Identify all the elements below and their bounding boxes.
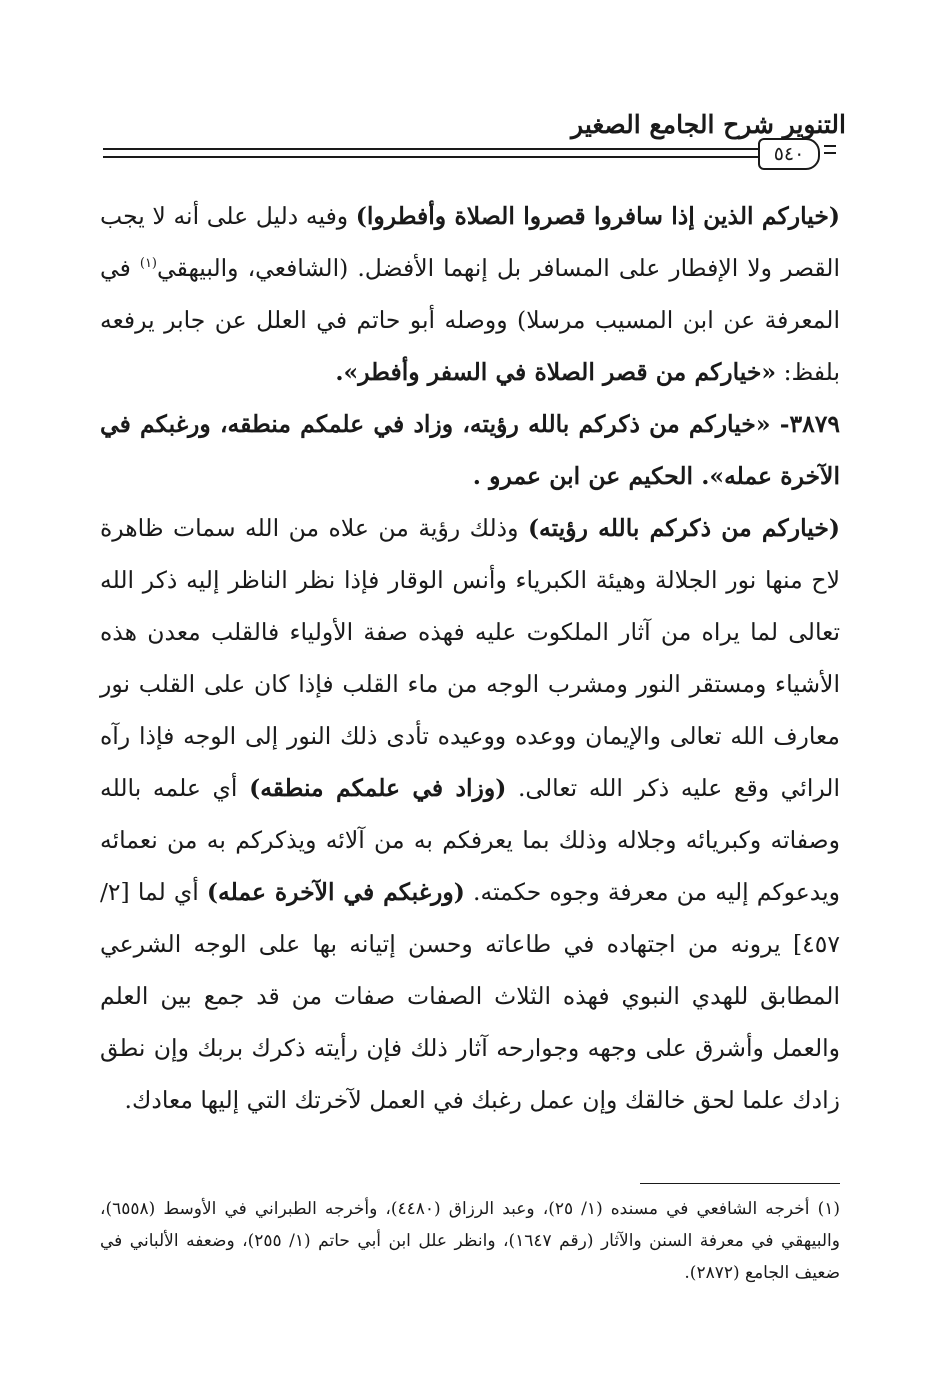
running-header-title: التنوير شرح الجامع الصغير	[571, 110, 846, 139]
commentary-text: وذلك رؤية من علاه من الله سمات ظاهرة لاح منها نور الجلالة وهيئة الكبرياء وأنس الوقار فإذا نظر الناظر إليه ذكر الله تعالى لما يراه من آثار الملكوت عليه فهذه صفة الأولياء فالقلب معدن هذه الأشياء ومستقر النور ومشرب الوجه من ماء القلب فإذا كان على القلب نور معارف الله تعالى والإيمان ووعده ووعيده تأدى ذلك النور إلى الوجه فإذا رآه الرائي وقع عليه ذكر الله تعالى.	[100, 514, 840, 802]
paragraph-commentary-2	[100, 502, 840, 1126]
hadith-entry	[100, 398, 840, 502]
commentary-text: أي علمه بالله وصفاته وكبريائه وجلاله وذلك بما يعرفكم به من آلائه ويذكركم به من نعمائه ويدعوكم إليه من معرفة وجوه حكمته.	[100, 774, 840, 906]
quoted-hadith-phrase: (ورغبكم في الآخرة عمله)	[206, 878, 465, 906]
page-number-frame	[758, 138, 830, 170]
footnote-1: (١) أخرجه الشافعي في مسنده (١/ ٢٥)، وعبد الرزاق (٤٤٨٠)، وأخرجه الطبراني في الأوسط (٦٥٥٨)، والبيهقي في معرفة السنن والآثار (رقم ١٦٤٧)، وانظر علل ابن أبي حاتم (١/ ٢٥٥)، وضعفه الألباني في ضعيف الجامع (٢٨٧٢).	[100, 1199, 840, 1283]
page-number-ornament	[824, 145, 836, 147]
quoted-hadith-phrase: (خياركم من ذكركم بالله رؤيته)	[527, 514, 840, 542]
quoted-hadith-phrase: (خياركم الذين إذا سافروا قصروا الصلاة وأفطروا)	[355, 202, 840, 230]
paragraph-commentary-1	[100, 190, 840, 398]
hadith-text: ٣٨٧٩- «خياركم من ذكركم بالله رؤيته، وزاد في علمكم منطقه، ورغبكم في الآخرة عمله». الحكيم عن ابن عمرو .	[100, 410, 840, 490]
header-rule-bottom	[103, 156, 758, 158]
commentary-text: أي لما [٢/ ٤٥٧] يرونه من اجتهاده في طاعاته وحسن إتيانه بها على الوجه الشرعي المطابق للهدي النبوي فهذه الثلاث الصفات صفات من قد جمع بين العلم والعمل وأشرق على وجهه وجوارحه آثار ذلك فإن رأيته ذكرك بربك وإن نطق زادك علما لحق خالقك وإن عمل رغبك في العمل لآخرتك التي إليها معادك.	[100, 878, 840, 1114]
footnotes	[100, 1193, 840, 1289]
commentary-text: في المعرفة عن ابن المسيب مرسلا) ووصله أبو حاتم في العلل عن جابر يرفعه بلفظ:	[100, 254, 840, 386]
page-number: ٥٤٠	[758, 138, 820, 170]
footnote-separator	[640, 1183, 840, 1184]
commentary-text: وفيه دليل على أنه لا يجب القصر ولا الإفطار على المسافر بل إنهما الأفضل. (الشافعي، والبيهقي	[100, 202, 840, 282]
main-text	[100, 190, 840, 1126]
header-rule-top	[103, 148, 758, 150]
quoted-hadith-phrase: «خياركم من قصر الصلاة في السفر وأفطر».	[335, 358, 777, 386]
quoted-hadith-phrase: (وزاد في علمكم منطقه)	[249, 774, 507, 802]
footnote-reference: (١)	[139, 256, 157, 272]
